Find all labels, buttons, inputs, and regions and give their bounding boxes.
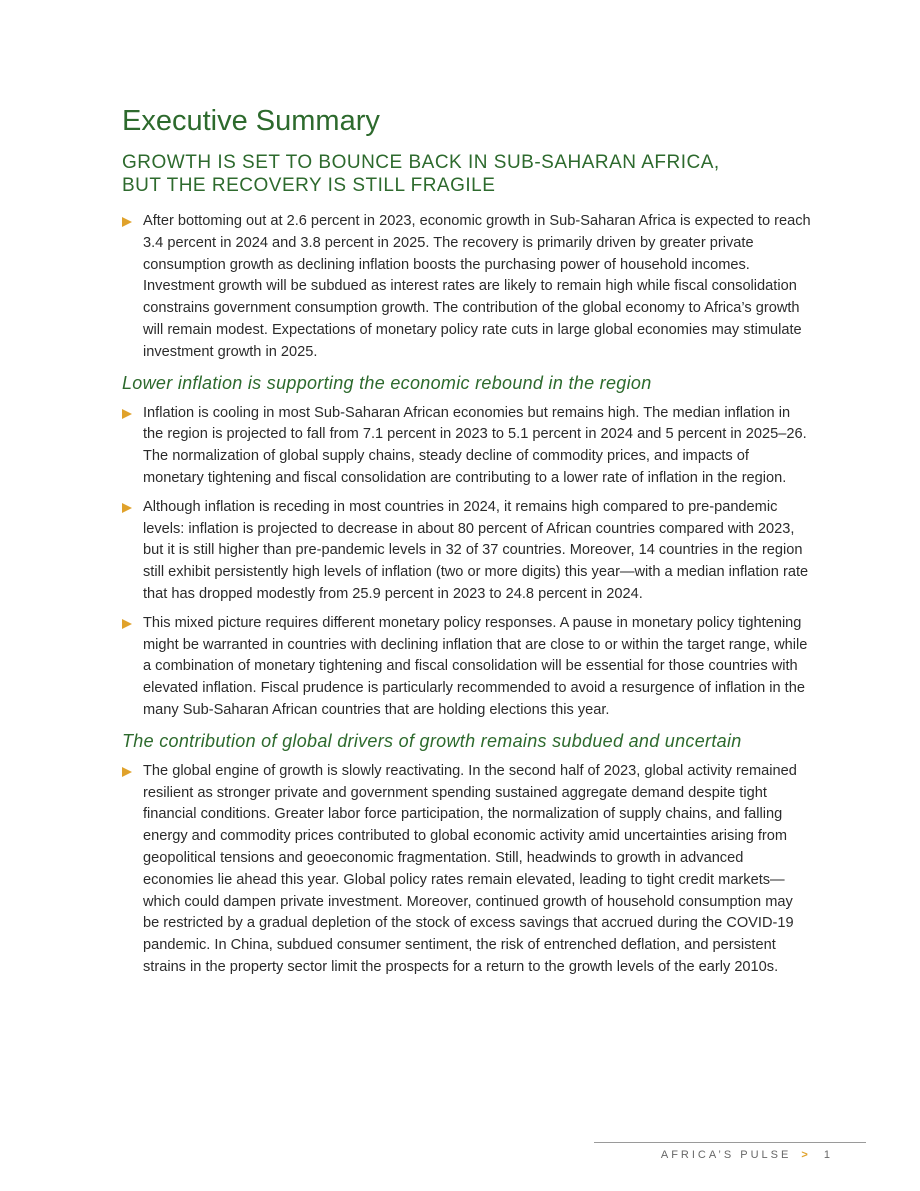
global-drivers-bullet-list [122, 761, 812, 979]
footer-divider [594, 1142, 866, 1143]
triangle-right-icon [122, 619, 132, 629]
bullet-text: After bottoming out at 2.6 percent in 2023, economic growth in Sub-Saharan Africa is expected to reach 3.4 percent in 2024 and 3.8 percent in 2025. The recovery is primarily driven by greater private consumption growth as declining inflation boosts the purchasing power of household incomes. Investment growth will be subdued as interest rates are likely to remain high while fiscal consolidation constrains government consumption growth. The contribution of the global economy to Africa’s growth will remain modest. Expectations of monetary policy rate cuts in large global economies may stimulate investment growth in 2025. [143, 213, 811, 360]
section-heading-line-2: BUT THE RECOVERY IS STILL FRAGILE [122, 175, 496, 196]
bullet-item [122, 211, 812, 364]
page-title: Executive Summary [122, 105, 380, 137]
triangle-right-icon [122, 217, 132, 227]
page-content [122, 103, 812, 986]
section-heading-line-1: GROWTH IS SET TO BOUNCE BACK IN SUB-SAHARAN AFRICA, [122, 152, 720, 173]
footer-chevron-icon: > [801, 1149, 808, 1161]
bullet-item [122, 403, 812, 490]
triangle-right-icon [122, 409, 132, 419]
section-heading [122, 151, 812, 197]
bullet-item [122, 761, 812, 979]
bullet-text: The global engine of growth is slowly reactivating. In the second half of 2023, global activity remained resilient as stronger private and government spending sustained aggregate demand despite tight financial conditions. Greater labor force participation, the normalization of supply chains, and falling energy and commodity prices contributed to global economic activity amid uncertainties arising from geopolitical tensions and geoeconomic fragmentation. Still, headwinds to growth in advanced economies lie ahead this year. Global policy rates remain elevated, leading to tight credit markets—which could dampen private investment. Moreover, continued growth of household consumption may be restricted by a gradual depletion of the stock of excess savings that accrued during the COVID-19 pandemic. In China, subdued consumer sentiment, the risk of entrenched deflation, and persistent strains in the property sector limit the prospects for a return to the growth levels of the early 2010s. [143, 762, 797, 975]
subsection-heading-inflation: Lower inflation is supporting the economic rebound in the region [122, 372, 652, 393]
triangle-right-icon [122, 767, 132, 777]
intro-bullet-list [122, 211, 812, 364]
bullet-text: Although inflation is receding in most countries in 2024, it remains high compared to pre-pandemic levels: inflation is projected to decrease in about 80 percent of African countries compared with 2023, but it is still higher than pre-pandemic levels in 32 of 37 countries. Moreover, 14 countries in the region still exhibit persistently high levels of inflation (two or more digits) this year—with a median inflation rate that has dropped modestly from 25.9 percent in 2023 to 24.8 percent in 2024. [143, 498, 809, 602]
page-footer [661, 1149, 833, 1161]
bullet-text: Inflation is cooling in most Sub-Saharan African economies but remains high. The median inflation in the region is projected to fall from 7.1 percent in 2023 to 5.1 percent in 2024 and 5 percent in 2025–26. The normalization of global supply chains, steady decline of commodity prices, and impacts of monetary tightening and fiscal consolidation are contributing to a lower rate of inflation in the region. [143, 404, 807, 486]
bullet-item [122, 497, 812, 606]
subsection-heading-global-drivers: The contribution of global drivers of growth remains subdued and uncertain [122, 730, 742, 751]
footer-page-number: 1 [823, 1149, 833, 1161]
footer-publication-name: AFRICA’S PULSE [660, 1149, 792, 1161]
triangle-right-icon [122, 503, 132, 513]
bullet-item [122, 613, 812, 722]
inflation-bullet-list [122, 403, 812, 722]
bullet-text: This mixed picture requires different monetary policy responses. A pause in monetary policy tightening might be warranted in countries with declining inflation that are close to or within the target range, while a combination of monetary tightening and fiscal consolidation will be essential for those countries with elevated inflation. Fiscal prudence is particularly recommended to avoid a resurgence of inflation in the many Sub-Saharan African countries that are holding elections this year. [143, 614, 808, 718]
